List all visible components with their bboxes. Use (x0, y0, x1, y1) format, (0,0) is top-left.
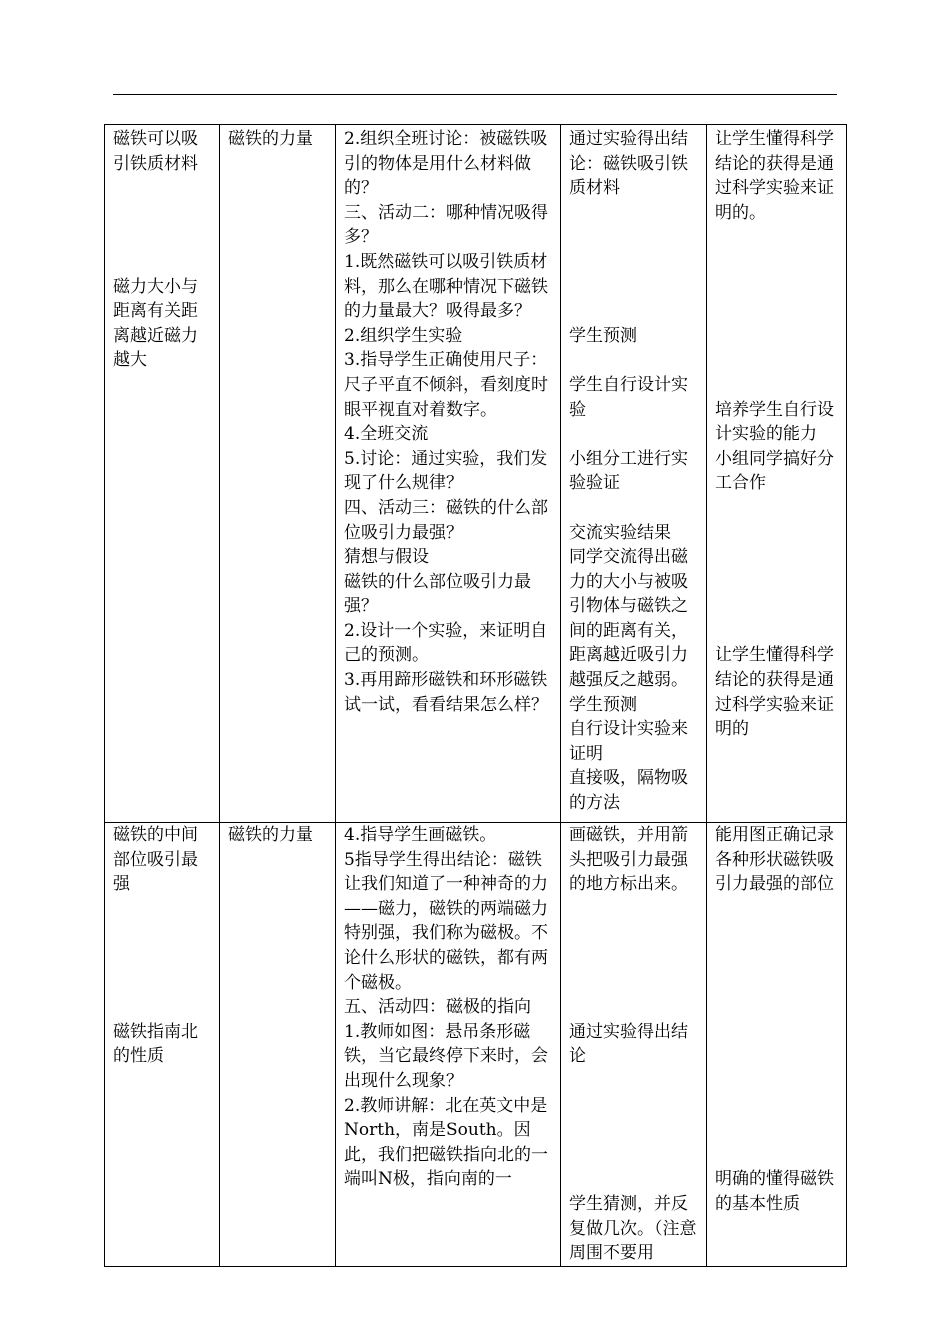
purpose-text: 能用图正确记录各种形状磁铁吸引力最强的部位 明确的懂得磁铁的基本性质 (715, 825, 834, 1214)
student-activity-text: 通过实验得出结论：磁铁吸引铁质材料 学生预测 学生自行设计实验 小组分工进行实验验证 交流实验结果 同学交流得出磁力的大小与被吸引物体与磁铁之间的距离有关，距离越近吸引力越强反之越弱。 学生预测 自行设计实验来证明 直接吸，隔物吸的方法 (569, 129, 688, 814)
objective-text: 磁铁可以吸引铁质材料 磁力大小与距离有关距离越近磁力越大 (113, 129, 198, 371)
lesson-plan-table (104, 124, 847, 1267)
teacher-activity-cell (336, 125, 561, 823)
topic-cell (220, 125, 336, 823)
topic-cell (220, 823, 336, 1267)
teacher-activity-text: 4.指导学生画磁铁。 5指导学生得出结论：磁铁让我们知道了一种神奇的力——磁力，磁铁的两端磁力特别强，我们称为磁极。不论什么形状的磁铁，都有两个磁极。 五、活动四：磁极的指向 1.教师如图：悬吊条形磁铁，当它最终停下来时，会出现什么现象？ 2.教师讲解：北在英文中是North，南是South。因此，我们把磁铁指向北的一端叫N极，指向南的一 (344, 825, 548, 1190)
table-row (105, 125, 847, 823)
purpose-cell (707, 823, 847, 1267)
objective-cell (105, 125, 220, 823)
topic-text: 磁铁的力量 (228, 825, 313, 845)
objective-cell (105, 823, 220, 1267)
topic-text: 磁铁的力量 (228, 129, 313, 149)
teacher-activity-cell (336, 823, 561, 1267)
header-rule (113, 94, 837, 95)
purpose-text: 让学生懂得科学结论的获得是通过科学实验来证明的。 培养学生自行设计实验的能力 小组同学搞好分工合作 让学生懂得科学结论的获得是通过科学实验来证明的 (715, 129, 834, 740)
teacher-activity-text: 2.组织全班讨论：被磁铁吸引的物体是用什么材料做的？ 三、活动二：哪种情况吸得多？ 1.既然磁铁可以吸引铁质材料，那么在哪种情况下磁铁的力量最大？吸得最多？ 2.组织学生实验 3.指导学生正确使用尺子：尺子平直不倾斜，看刻度时眼平视直对着数字。 4.全班交流 5.讨论：通过实验，我们发现了什么规律？ 四、活动三：磁铁的什么部位吸引力最强？ 猜想与假设 磁铁的什么部位吸引力最强？ 2.设计一个实验，来证明自己的预测。 3.再用蹄形磁铁和环形磁铁试一试，看看结果怎么样？ (344, 129, 548, 715)
purpose-cell (707, 125, 847, 823)
table-row (105, 823, 847, 1267)
objective-text: 磁铁的中间部位吸引最强 磁铁指南北的性质 (113, 825, 198, 1067)
student-activity-cell (561, 823, 707, 1267)
student-activity-cell (561, 125, 707, 823)
student-activity-text: 画磁铁，并用箭头把吸引力最强的地方标出来。 通过实验得出结论 学生猜测，并反复做几次。（注意周围不要用 (569, 825, 697, 1264)
